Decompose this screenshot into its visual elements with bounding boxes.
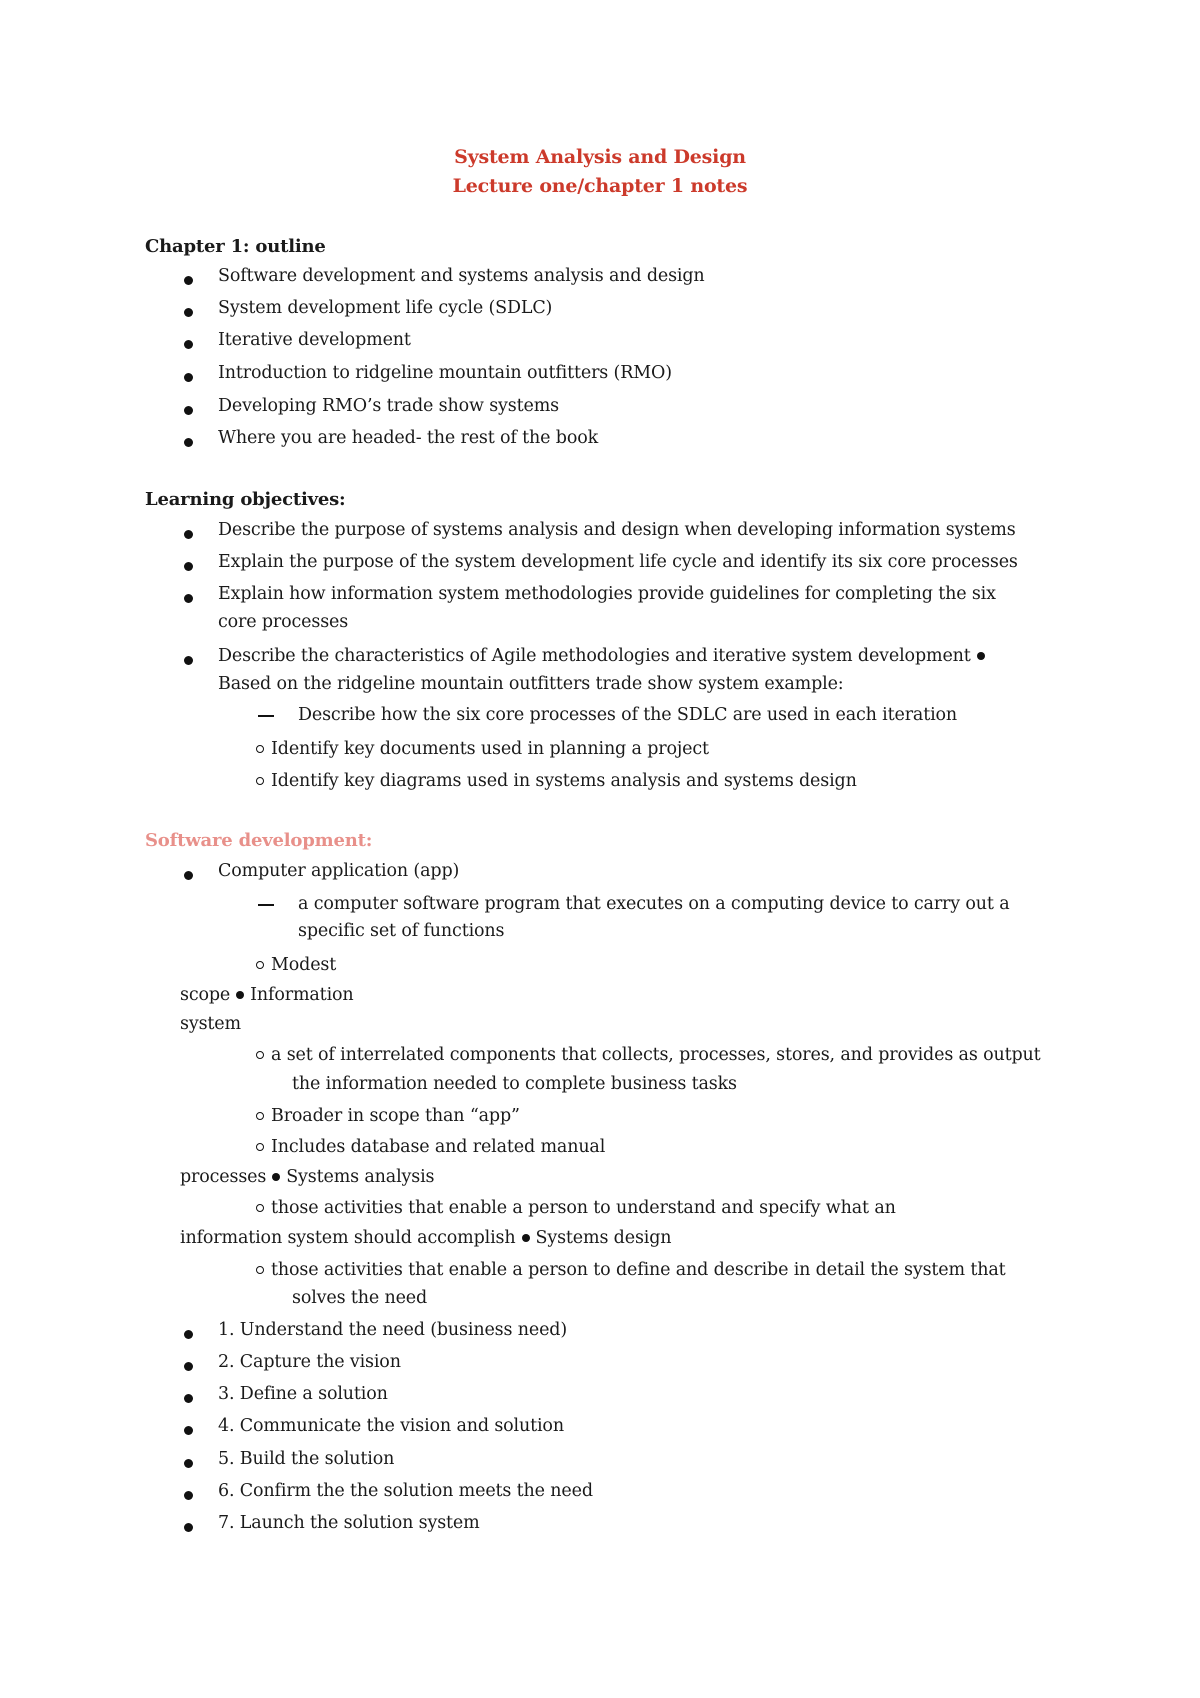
software-subitem-continuation: the information needed to complete business tasks	[292, 1074, 737, 1094]
bullet-icon	[184, 406, 193, 415]
circle-bullet-icon	[256, 961, 264, 969]
software-subitem-text: Modest	[271, 955, 337, 975]
software-item-continuation: system	[180, 1014, 241, 1034]
objective-item	[218, 646, 991, 666]
step-item: 1. Understand the need (business need)	[218, 1320, 567, 1340]
objective-item: Explain the purpose of the system development life cycle and identify its six core processes	[218, 552, 1018, 572]
bullet-icon	[184, 1491, 193, 1500]
bullet-icon	[184, 1394, 193, 1403]
outline-item: Developing RMO’s trade show systems	[218, 396, 559, 416]
software-subitem	[256, 1106, 520, 1126]
step-item: 5. Build the solution	[218, 1449, 395, 1469]
document-subtitle: Lecture one/chapter 1 notes	[452, 175, 748, 197]
bullet-icon	[184, 530, 193, 539]
outline-item: Software development and systems analysis and design	[218, 266, 705, 286]
objective-item: Based on the ridgeline mountain outfitters trade show system example:	[218, 674, 844, 694]
circle-bullet-icon	[256, 777, 264, 785]
software-subitem	[256, 1045, 1041, 1065]
objective-subitem: Describe how the six core processes of the SDLC are used in each iteration	[298, 705, 958, 725]
bullet-icon	[184, 308, 193, 317]
circle-bullet-icon	[256, 1051, 264, 1059]
objective-subitem	[256, 771, 857, 791]
bullet-icon	[184, 562, 193, 571]
software-item	[180, 985, 354, 1005]
software-subitem-continuation: specific set of functions	[298, 921, 505, 941]
software-item	[180, 1167, 434, 1187]
bullet-icon	[184, 1459, 193, 1468]
software-item-text: information system should accomplish	[180, 1228, 516, 1248]
software-subitem-text: those activities that enable a person to define and describe in detail the system that	[271, 1260, 1006, 1280]
objective-item: Explain how information system methodologies provide guidelines for completing the six	[218, 584, 996, 604]
step-item: 3. Define a solution	[218, 1384, 388, 1404]
bullet-icon	[184, 1523, 193, 1532]
software-item-text: Information	[250, 985, 354, 1005]
bullet-icon	[184, 276, 193, 285]
step-item: 4. Communicate the vision and solution	[218, 1416, 564, 1436]
outline-item: Introduction to ridgeline mountain outfitters (RMO)	[218, 363, 672, 383]
bullet-icon	[184, 656, 193, 665]
bullet-icon	[184, 373, 193, 382]
software-item-text: Systems analysis	[286, 1167, 435, 1187]
objective-item: Describe the purpose of systems analysis and design when developing information systems	[218, 520, 1016, 540]
bullet-icon	[184, 1426, 193, 1435]
software-item-text: Systems design	[535, 1228, 672, 1248]
software-subitem-text: Broader in scope than “app”	[271, 1106, 520, 1126]
software-subitem	[256, 1198, 896, 1218]
bullet-icon	[184, 871, 193, 880]
bullet-icon	[184, 594, 193, 603]
software-subitem-text: those activities that enable a person to understand and specify what an	[271, 1198, 896, 1218]
software-item-text: processes	[180, 1167, 267, 1187]
circle-bullet-icon	[256, 1112, 264, 1120]
step-item: 2. Capture the vision	[218, 1352, 401, 1372]
objective-item-text: Describe the characteristics of Agile methodologies and iterative system development	[218, 646, 971, 666]
outline-item: System development life cycle (SDLC)	[218, 298, 553, 318]
bullet-icon	[184, 1362, 193, 1371]
dash-icon	[258, 715, 274, 717]
bullet-icon	[184, 1330, 193, 1339]
software-subitem: a computer software program that executes on a computing device to carry out a	[298, 894, 1010, 914]
bullet-icon	[522, 1234, 530, 1242]
bullet-icon	[977, 652, 985, 660]
outline-item: Iterative development	[218, 330, 411, 350]
software-subitem	[256, 1260, 1006, 1280]
step-item: 6. Confirm the the solution meets the need	[218, 1481, 593, 1501]
software-subitem	[256, 955, 336, 975]
objective-subitem-text: Identify key diagrams used in systems analysis and systems design	[271, 771, 857, 791]
document-title: System Analysis and Design	[454, 146, 746, 168]
step-item: 7. Launch the solution system	[218, 1513, 480, 1533]
bullet-icon	[236, 991, 244, 999]
objective-item-continuation: core processes	[218, 612, 349, 632]
objective-subitem	[256, 739, 709, 759]
software-subitem-text: Includes database and related manual	[271, 1137, 606, 1157]
dash-icon	[258, 904, 274, 906]
software-subitem-text: a set of interrelated components that collects, processes, stores, and provides as output	[271, 1045, 1041, 1065]
bullet-icon	[184, 438, 193, 447]
objective-subitem-text: Identify key documents used in planning a project	[271, 739, 709, 759]
circle-bullet-icon	[256, 745, 264, 753]
objectives-heading: Learning objectives:	[145, 489, 346, 510]
software-item: Computer application (app)	[218, 861, 460, 881]
outline-heading: Chapter 1: outline	[145, 236, 326, 257]
software-item	[180, 1228, 671, 1248]
bullet-icon	[184, 340, 193, 349]
software-subitem	[256, 1137, 605, 1157]
bullet-icon	[272, 1173, 280, 1181]
software-subitem-continuation: solves the need	[292, 1288, 428, 1308]
circle-bullet-icon	[256, 1204, 264, 1212]
outline-item: Where you are headed- the rest of the book	[218, 428, 599, 448]
software-heading: Software development:	[145, 830, 373, 851]
circle-bullet-icon	[256, 1143, 264, 1151]
software-item-text: scope	[180, 985, 231, 1005]
circle-bullet-icon	[256, 1266, 264, 1274]
